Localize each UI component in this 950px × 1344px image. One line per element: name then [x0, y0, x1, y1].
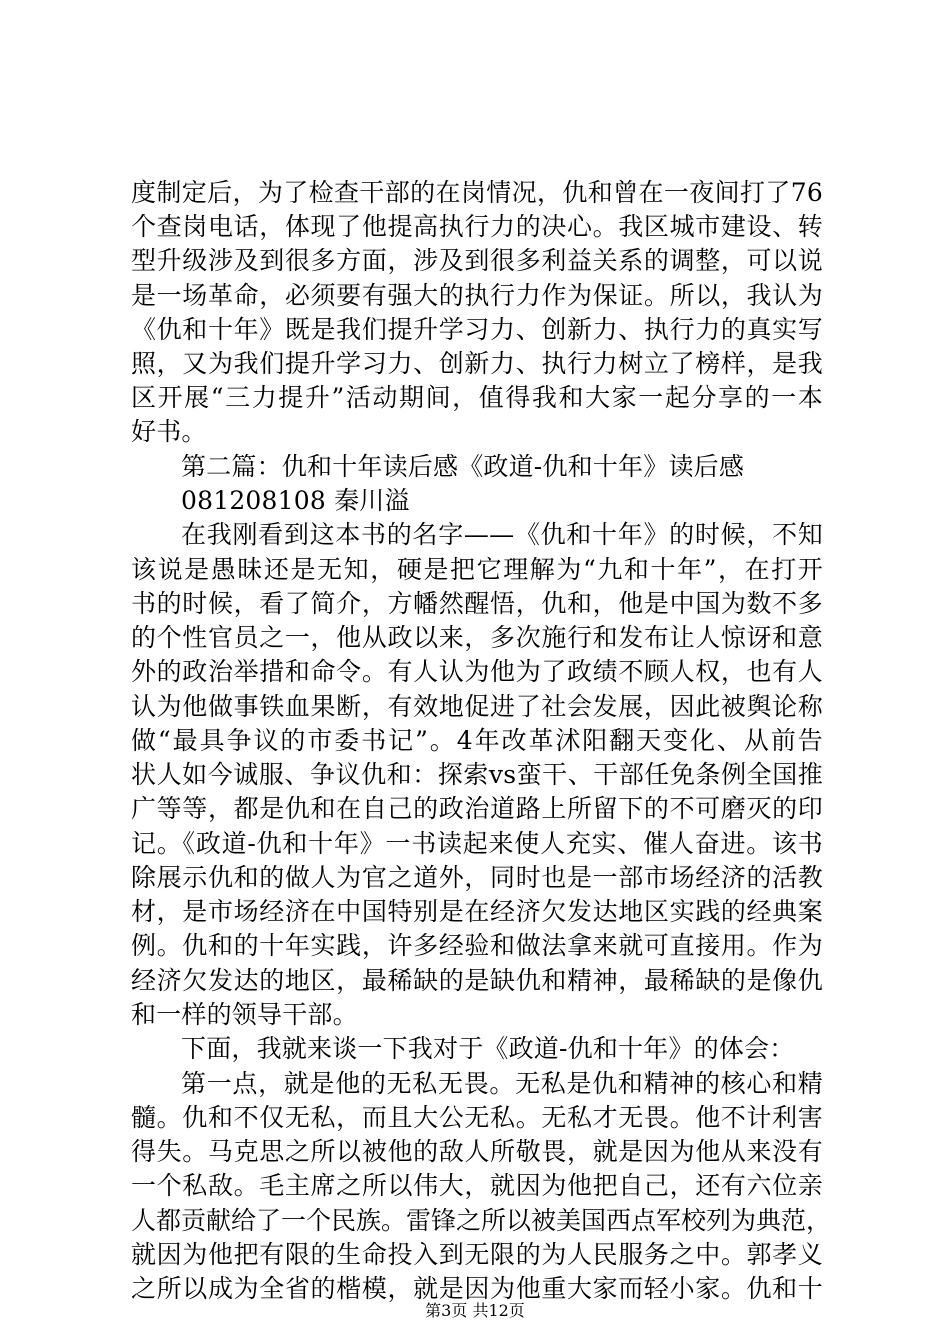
author-line: 081208108 秦川溢: [181, 486, 410, 515]
body-text-line: 材，是市场经济在中国特别是在经济欠发达地区实践的经典案: [131, 897, 823, 926]
body-text-line: 型升级涉及到很多方面，涉及到很多利益关系的调整，可以说: [131, 246, 823, 275]
body-text-line: 区开展“三力提升”活动期间，值得我和大家一起分享的一本: [131, 383, 823, 412]
body-text-line: 下面，我就来谈一下我对于《政道-仇和十年》的体会：: [181, 1034, 795, 1063]
body-text-line: 例。仇和的十年实践，许多经验和做法拿来就可直接用。作为: [131, 931, 823, 960]
body-text-line: 状人如今诚服、争议仇和：探索vs蛮干、干部任免条例全国推: [131, 760, 823, 789]
page-number-footer: 第3页 共12页: [425, 1301, 525, 1320]
body-text-line: 经济欠发达的地区，最稀缺的是缺仇和精神，最稀缺的是像仇: [131, 966, 823, 995]
body-text-line: 除展示仇和的做人为官之道外，同时也是一部市场经济的活教: [131, 863, 823, 892]
body-text-line: 记。《政道-仇和十年》一书读起来使人充实、催人奋进。该书: [131, 829, 823, 858]
section-heading: 第二篇：仇和十年读后感《政道-仇和十年》读后感: [181, 452, 745, 481]
body-text-line: 书的时候，看了简介，方幡然醒悟，仇和，他是中国为数不多: [131, 589, 823, 618]
body-text-line: 度制定后，为了检查干部的在岗情况，仇和曾在一夜间打了76: [131, 178, 823, 207]
body-text-line: 好书。: [131, 417, 207, 446]
body-text-line: 的个性官员之一，他从政以来，多次施行和发布让人惊讶和意: [131, 623, 823, 652]
body-text-line: 是一场革命，必须要有强大的执行力作为保证。所以，我认为: [131, 281, 823, 310]
body-text-line: 照，又为我们提升学习力、创新力、执行力树立了榜样，是我: [131, 349, 823, 378]
body-text-line: 该说是愚昧还是无知，硬是把它理解为“九和十年”，在打开: [131, 555, 823, 584]
body-text-line: 做“最具争议的市委书记”。4年改革沭阳翻天变化、从前告: [131, 726, 823, 755]
body-text-line: 广等等，都是仇和在自己的政治道路上所留下的不可磨灭的印: [131, 794, 823, 823]
body-text-line: 和一样的领导干部。: [131, 1000, 358, 1029]
body-text-line: 外的政治举措和命令。有人认为他为了政绩不顾人权，也有人: [131, 657, 823, 686]
body-text-line: 一个私敌。毛主席之所以伟大，就因为他把自己，还有六位亲: [131, 1171, 823, 1200]
body-text-line: 人都贡献给了一个民族。雷锋之所以被美国西点军校列为典范，: [131, 1206, 832, 1235]
body-text-line: 得失。马克思之所以被他的敌人所敬畏，就是因为他从来没有: [131, 1137, 823, 1166]
body-text-line: 在我刚看到这本书的名字——《仇和十年》的时候，不知: [181, 520, 823, 549]
body-text-line: 认为他做事铁血果断，有效地促进了社会发展，因此被舆论称: [131, 692, 823, 721]
body-text-line: 《仇和十年》既是我们提升学习力、创新力、执行力的真实写: [131, 315, 823, 344]
body-text-line: 之所以成为全省的楷模，就是因为他重大家而轻小家。仇和十: [131, 1274, 823, 1303]
body-text-line: 就因为他把有限的生命投入到无限的为人民服务之中。郭孝义: [131, 1240, 823, 1269]
body-text-line: 髓。仇和不仅无私，而且大公无私。无私才无畏。他不计利害: [131, 1103, 823, 1132]
body-text-line: 第一点，就是他的无私无畏。无私是仇和精神的核心和精: [181, 1069, 823, 1098]
body-text-line: 个查岗电话，体现了他提高执行力的决心。我区城市建设、转: [131, 212, 823, 241]
